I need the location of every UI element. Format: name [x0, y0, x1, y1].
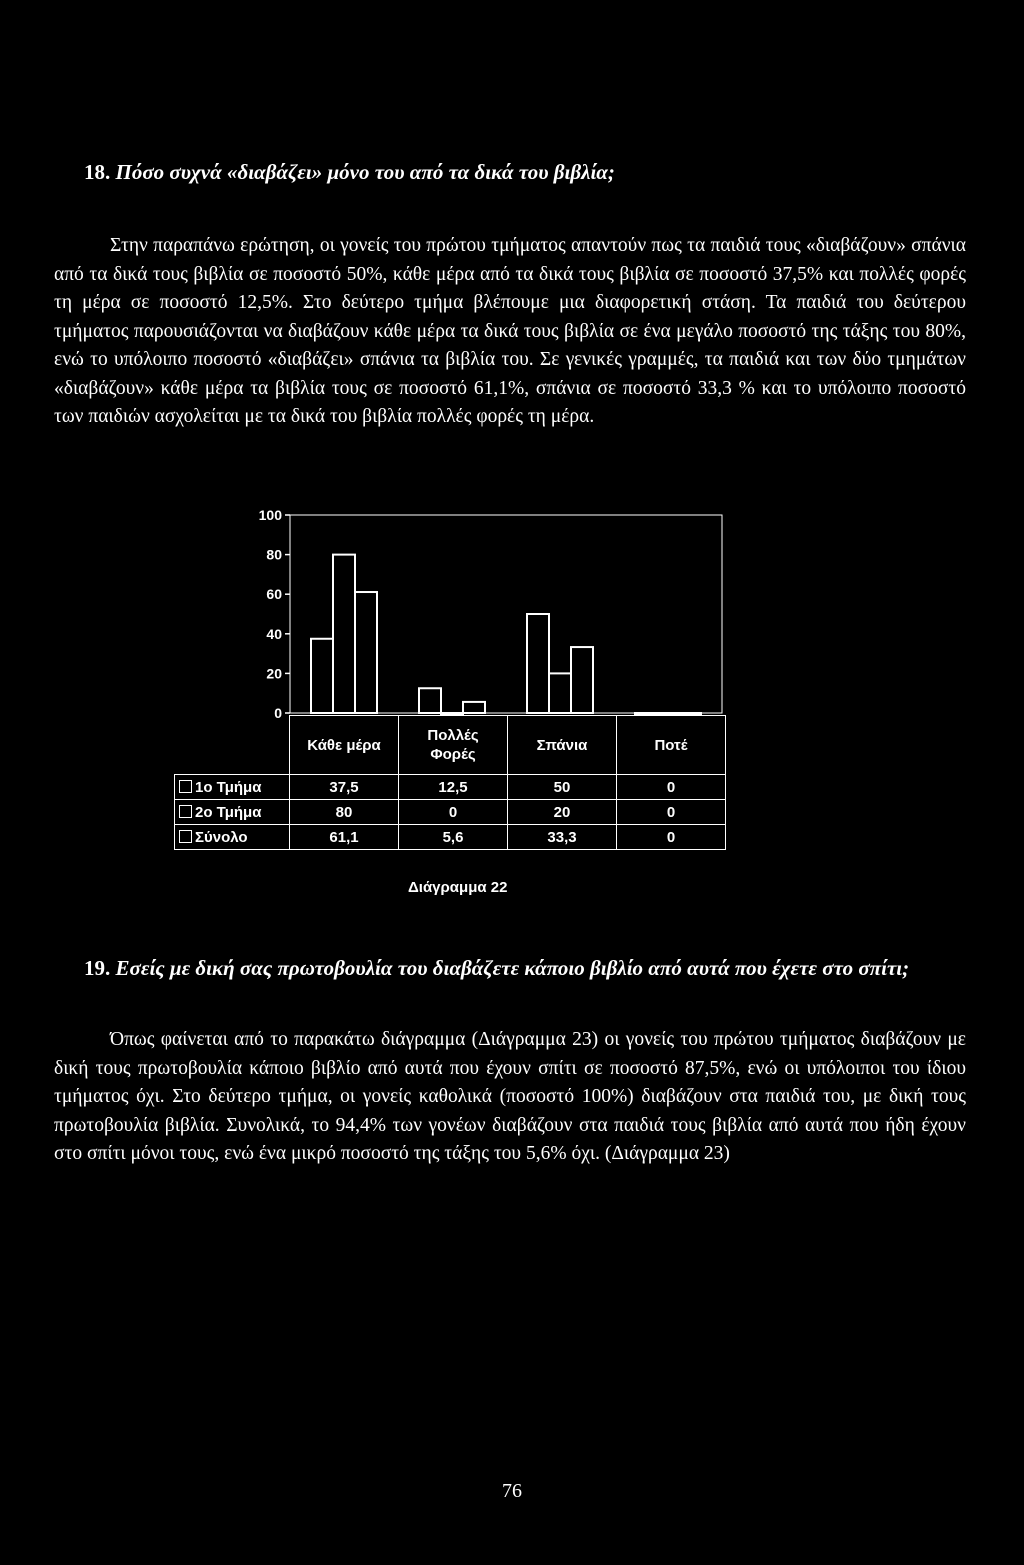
- section-18-heading: [84, 157, 964, 188]
- section-19-paragraph: Όπως φαίνεται από το παρακάτω διάγραμμα (Διάγραμμα 23) οι γονείς του πρώτου τμήματος διαβάζουν με δική τους πρωτοβουλία κάποιο βιβλίο από αυτά που έχουν σπίτι σε ποσοστό 87,5%, ενώ οι υπόλοιποι του ίδιου τμήματος όχι. Στο δεύτερο τμήμα, οι γονείς καθολικά (ποσοστό 100%) διαβάζουν στα παιδιά του, με δική τους πρωτοβουλία βιβλία. Συνολικά, το 94,4% των γονέων διαβάζουν στα παιδιά τους βιβλία από αυτά που ήδη έχουν στο σπίτι μόνοι τους, ενώ ένα μικρό ποσοστό της τάξης του 5,6% όχι. (Διάγραμμα 23): [54, 1029, 966, 1164]
- category-label: Φορές: [430, 746, 476, 763]
- chart-22-caption: Διάγραμμα 22: [408, 879, 508, 896]
- category-label: Πολλές: [427, 727, 479, 744]
- table-cell: 20: [508, 800, 617, 825]
- category-label: Ποτέ: [654, 736, 688, 754]
- bar: [549, 673, 571, 713]
- legend-swatch: [179, 780, 192, 793]
- table-cell: 5,6: [399, 825, 508, 850]
- bar: [311, 639, 333, 713]
- table-row: [175, 825, 726, 850]
- bar: [441, 713, 463, 714]
- legend-swatch: [179, 805, 192, 818]
- y-tick-label: 40: [266, 625, 282, 642]
- category-label: Σπάνια: [536, 736, 588, 754]
- table-cell: 50: [508, 775, 617, 800]
- section-18-number: 18.: [84, 160, 111, 184]
- category-label: Κάθε μέρα: [307, 736, 381, 754]
- table-cell: 33,3: [508, 825, 617, 850]
- bar: [463, 702, 485, 713]
- section-18-paragraph: Στην παραπάνω ερώτηση, οι γονείς του πρώτου τμήματος απαντούν πως τα παιδιά τους «διαβάζουν» σπάνια από τα δικά τους βιβλία σε ποσοστό 50%, κάθε μέρα από τα δικά τους βιβλία σε ποσοστό 37,5% και πολλές φορές τη μέρα σε ποσοστό 12,5%. Στο δεύτερο τμήμα βλέπουμε μια διαφορετική στάση. Τα παιδιά του δεύτερου τμήματος παρουσιάζονται να διαβάζουν κάθε μέρα τα δικά τους βιβλία σε ένα μεγάλο ποσοστό της τάξης του 80%, ενώ το υπόλοιπο ποσοστό «διαβάζει» σπάνια τα βιβλία του. Σε γενικές γραμμές, τα παιδιά και των δύο τμημάτων «διαβάζουν» κάθε μέρα τα βιβλία τους σε ποσοστό 61,1%, σπάνια σε ποσοστό 33,3 % και το υπόλοιπο ποσοστό των παιδιών ασχολείται με τα δικά του βιβλία πολλές φορές τη μέρα.: [54, 235, 966, 427]
- y-tick-label: 60: [266, 586, 282, 603]
- table-cell: 61,1: [290, 825, 399, 850]
- section-19-title: Εσείς με δική σας πρωτοβουλία του διαβάζετε κάποιο βιβλίο από αυτά που έχετε στο σπίτι;: [115, 956, 910, 980]
- chart-22-data-table: [174, 715, 726, 850]
- legend-label: 1ο Τμήμα: [195, 778, 262, 796]
- bar: [657, 713, 679, 714]
- bar: [355, 592, 377, 713]
- table-cell: 0: [617, 775, 726, 800]
- legend-entry-1: [175, 775, 290, 800]
- legend-label: Σύνολο: [195, 828, 248, 846]
- table-cell: 0: [617, 825, 726, 850]
- legend-swatch: [179, 830, 192, 843]
- table-header-cell: [290, 716, 399, 775]
- table-cell: 0: [617, 800, 726, 825]
- bar: [527, 614, 549, 713]
- bar: [635, 713, 657, 714]
- page-number: 76: [502, 1480, 522, 1502]
- table-header-cell: [399, 716, 508, 775]
- bar: [419, 688, 441, 713]
- y-tick-label: 80: [266, 546, 282, 563]
- table-header-cell: [617, 716, 726, 775]
- y-tick-label: 0: [274, 705, 282, 720]
- table-cell: 37,5: [290, 775, 399, 800]
- section-19-number: 19.: [84, 956, 111, 980]
- section-18-title: Πόσο συχνά «διαβάζει» μόνο του από τα δικά του βιβλία;: [115, 160, 615, 184]
- chart-22: [170, 505, 740, 875]
- section-19-heading: [84, 952, 964, 984]
- table-cell: 80: [290, 800, 399, 825]
- table-header-cell: [508, 716, 617, 775]
- legend-entry-3: [175, 825, 290, 850]
- legend-label: 2ο Τμήμα: [195, 803, 262, 821]
- bar: [333, 555, 355, 713]
- chart-22-plot: [170, 505, 740, 720]
- table-cell: 0: [399, 800, 508, 825]
- y-tick-label: 100: [258, 507, 282, 523]
- table-row: [175, 775, 726, 800]
- legend-entry-2: [175, 800, 290, 825]
- table-corner: [175, 716, 290, 775]
- table-header-row: [175, 716, 726, 775]
- y-tick-label: 20: [266, 665, 282, 682]
- table-cell: 12,5: [399, 775, 508, 800]
- table-row: [175, 800, 726, 825]
- bar: [679, 713, 701, 714]
- bar: [571, 647, 593, 713]
